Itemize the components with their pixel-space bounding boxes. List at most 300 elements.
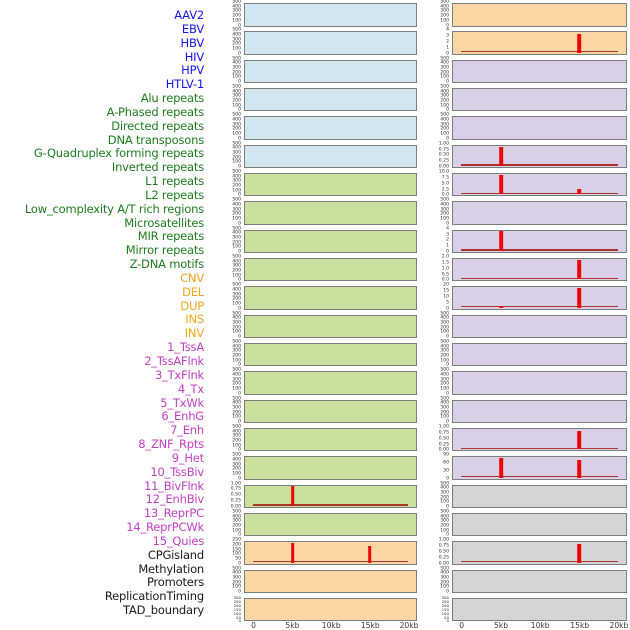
y-axis-ticks [209, 537, 242, 567]
x-tick-label: 5kb [285, 620, 300, 630]
y-tick-label: 500 [440, 84, 449, 90]
track-label: 3_TxFlnk [154, 367, 204, 382]
y-axis-ticks [209, 566, 242, 595]
y-tick-label: 400 [232, 401, 241, 406]
track-panel [452, 201, 627, 225]
y-tick-label: 100 [232, 160, 241, 166]
y-axis-ticks [417, 28, 450, 57]
y-tick-label: 500 [232, 169, 241, 175]
y-axis-ticks [417, 226, 450, 255]
y-tick-label: 0 [238, 419, 241, 425]
y-tick-label: 300 [441, 594, 449, 600]
y-tick-label: 300 [232, 264, 241, 270]
track-panel [244, 230, 417, 254]
signal-baseline [461, 51, 618, 53]
y-tick-label: 100 [440, 415, 449, 421]
y-tick-label: 500 [440, 198, 449, 203]
y-tick-label: 400 [440, 61, 449, 67]
y-axis-ticks [417, 424, 450, 454]
y-tick-label: 0.0 [441, 278, 449, 284]
y-tick-label: 0 [446, 589, 449, 595]
y-tick-label: 0 [238, 618, 241, 624]
y-tick-label: 0 [446, 249, 449, 255]
y-tick-label: 400 [232, 117, 241, 123]
y-tick-label: 200 [440, 70, 449, 76]
track-label-list [0, 9, 204, 621]
x-tick-label: 20kb [609, 620, 629, 630]
y-tick-label: 400 [440, 89, 449, 95]
signal-baseline [461, 476, 618, 478]
y-tick-label: 100 [232, 585, 241, 591]
track-panel [452, 570, 627, 594]
track-panel [452, 173, 627, 197]
y-tick-label: 300 [232, 207, 241, 213]
y-tick-label: 300 [232, 94, 241, 100]
y-tick-label: 0.75 [438, 147, 449, 153]
track-label: Promoters [147, 575, 204, 590]
y-tick-label: 0.50 [438, 436, 449, 442]
y-tick-label: 0.25 [438, 555, 449, 561]
y-tick-label: 400 [232, 146, 241, 152]
y-tick-label: 500 [232, 311, 241, 317]
y-tick-label: 150 [441, 606, 449, 612]
track-label: 11_BivFlnk [143, 478, 204, 493]
y-tick-label: 250 [232, 537, 241, 543]
y-tick-label: 400 [440, 117, 449, 123]
y-tick-label: 2.0 [441, 254, 449, 260]
y-axis-ticks [417, 339, 450, 369]
track-panel [452, 598, 627, 622]
y-tick-label: 200 [440, 382, 449, 388]
y-tick-label: 100 [232, 330, 241, 336]
track-label: DEL [182, 284, 204, 299]
y-tick-label: 300 [232, 65, 241, 71]
track-label: AAV2 [174, 8, 204, 22]
track-panel [244, 3, 417, 27]
y-tick-label: 100 [232, 386, 241, 392]
y-tick-label: 0 [446, 51, 449, 57]
y-tick-label: 400 [440, 401, 449, 406]
track-panel [452, 315, 627, 339]
y-tick-label: 400 [232, 570, 241, 576]
y-tick-label: 10 [443, 294, 449, 300]
y-tick-label: 0 [238, 391, 241, 397]
y-tick-label: 100 [440, 330, 449, 336]
signal-spike [577, 260, 581, 280]
y-tick-label: 100 [440, 386, 449, 392]
y-tick-label: 0 [238, 363, 241, 369]
y-tick-label: 200 [232, 297, 241, 303]
y-tick-label: 0 [446, 476, 449, 482]
y-tick-label: 200 [440, 495, 449, 501]
y-tick-label: 200 [232, 98, 241, 104]
y-axis-ticks [417, 566, 450, 595]
signal-baseline [253, 504, 408, 506]
y-tick-label: 500 [440, 396, 449, 402]
y-tick-label: 0 [238, 561, 241, 567]
track-label: 13_ReprPC [143, 506, 204, 521]
y-axis-ticks [209, 311, 242, 340]
y-tick-label: 200 [440, 410, 449, 416]
y-tick-label: 100 [232, 131, 241, 137]
y-axis-ticks [209, 254, 242, 284]
y-tick-label: 300 [232, 292, 241, 298]
y-tick-label: 500 [440, 509, 449, 515]
y-tick-label: 400 [440, 344, 449, 350]
track-panel [244, 258, 417, 282]
track-label: 14_ReprPCWk [126, 520, 204, 535]
track-panel [244, 485, 417, 509]
y-tick-label: 0 [446, 618, 449, 624]
y-tick-label: 100 [440, 216, 449, 222]
y-tick-label: 0.50 [230, 493, 241, 499]
track-label: 4_Tx [177, 381, 204, 396]
x-tick-label: 10kb [530, 620, 550, 630]
track-panel [244, 371, 417, 395]
y-tick-label: 150 [233, 606, 241, 612]
y-tick-label: 500 [232, 424, 241, 430]
track-label: L1 repeats [145, 174, 204, 189]
x-axis-right-column [452, 621, 627, 630]
track-panel [452, 541, 627, 565]
y-tick-label: 200 [232, 382, 241, 388]
track-label: L2 repeats [145, 187, 204, 202]
y-tick-label: 1 [446, 45, 449, 51]
y-tick-label: 2 [446, 39, 449, 45]
y-tick-label: 400 [232, 287, 241, 293]
track-label: EBV [181, 21, 204, 36]
y-tick-label: 200 [232, 353, 241, 359]
y-tick-label: 400 [232, 457, 241, 463]
track-panel [244, 456, 417, 480]
y-axis-ticks [209, 481, 242, 510]
track-label: Low_complexity A/T rich regions [24, 201, 204, 216]
y-tick-label: 10.0 [438, 169, 449, 175]
y-axis-ticks [417, 452, 450, 482]
track-panel [244, 343, 417, 367]
y-axis-ticks [417, 537, 450, 567]
y-tick-label: 200 [232, 542, 241, 548]
track-label: INV [184, 326, 204, 341]
track-panel [452, 60, 627, 84]
y-tick-label: 0.00 [438, 448, 449, 454]
y-tick-label: 200 [232, 325, 241, 331]
y-tick-label: 200 [441, 602, 449, 608]
y-tick-label: 400 [440, 316, 449, 322]
y-tick-label: 0.5 [441, 272, 449, 278]
signal-spike [291, 486, 295, 506]
y-tick-label: 0 [238, 164, 241, 170]
y-tick-label: 500 [232, 566, 241, 572]
y-tick-label: 500 [232, 141, 241, 147]
y-tick-label: 200 [232, 438, 241, 444]
y-tick-label: 400 [232, 202, 241, 208]
y-tick-label: 100 [440, 18, 449, 24]
y-tick-label: 400 [232, 259, 241, 265]
track-label: HTLV-1 [165, 77, 204, 92]
track-label: A-Phased repeats [106, 104, 204, 119]
y-tick-label: 300 [232, 405, 241, 411]
y-tick-label: 300 [440, 94, 449, 100]
y-tick-label: 400 [440, 202, 449, 208]
y-axis-ticks [209, 198, 242, 227]
y-tick-label: 2 [446, 238, 449, 244]
y-axis-ticks [209, 396, 242, 425]
x-tick-label: 15kb [360, 620, 380, 630]
y-tick-label: 1.00 [438, 141, 449, 147]
track-panel [452, 343, 627, 367]
y-tick-label: 0 [446, 391, 449, 397]
y-tick-label: 300 [232, 150, 241, 156]
y-tick-label: 0 [238, 448, 241, 454]
signal-spike [500, 306, 504, 308]
y-axis-ticks [209, 367, 242, 397]
y-tick-label: 400 [232, 174, 241, 180]
y-tick-label: 300 [233, 594, 241, 600]
track-label: 2_TssAFlnk [144, 354, 204, 368]
signal-baseline [253, 561, 408, 563]
y-tick-label: 300 [440, 377, 449, 383]
y-axis-ticks [417, 141, 450, 170]
y-tick-label: 100 [440, 103, 449, 109]
signal-spike [368, 546, 372, 563]
y-tick-label: 0.00 [438, 164, 449, 170]
y-tick-label: 1.00 [230, 481, 241, 487]
y-tick-label: 0 [238, 589, 241, 595]
y-axis-ticks [209, 509, 242, 539]
y-tick-label: 50 [236, 614, 241, 620]
y-tick-label: 500 [440, 113, 449, 119]
track-panel [244, 31, 417, 55]
signal-spike [500, 175, 504, 195]
y-tick-label: 300 [232, 37, 241, 43]
y-tick-label: 0.75 [230, 487, 241, 493]
y-tick-label: 0 [446, 79, 449, 85]
y-tick-label: 250 [233, 598, 241, 604]
y-tick-label: 1.00 [438, 424, 449, 430]
y-tick-label: 1 [446, 243, 449, 249]
y-tick-label: 200 [232, 212, 241, 218]
y-axis-ticks [209, 56, 242, 85]
y-tick-label: 300 [232, 434, 241, 440]
track-label: Alu repeats [140, 91, 204, 106]
y-tick-label: 100 [232, 245, 241, 251]
y-tick-label: 300 [440, 519, 449, 525]
y-tick-label: 500 [232, 254, 241, 260]
y-tick-label: 500 [232, 396, 241, 402]
y-tick-label: 100 [232, 46, 241, 52]
y-tick-label: 20 [443, 283, 449, 288]
y-tick-label: 200 [440, 127, 449, 133]
y-tick-label: 0.25 [230, 498, 241, 504]
y-tick-label: 400 [440, 4, 449, 10]
y-tick-label: 100 [232, 188, 241, 194]
y-tick-label: 250 [441, 598, 449, 604]
y-tick-label: 100 [232, 552, 241, 558]
track-panel [452, 428, 627, 452]
y-axis-ticks [417, 169, 450, 199]
y-tick-label: 500 [232, 452, 241, 458]
y-tick-label: 90 [443, 452, 449, 458]
y-tick-label: 500 [232, 226, 241, 232]
y-tick-label: 1.5 [441, 260, 449, 266]
y-tick-label: 200 [232, 580, 241, 586]
track-label: DUP [180, 298, 204, 313]
track-panel [452, 3, 627, 27]
y-tick-label: 300 [440, 405, 449, 411]
y-tick-label: 0 [238, 306, 241, 312]
y-tick-label: 400 [440, 570, 449, 576]
y-axis-ticks [209, 424, 242, 454]
y-tick-label: 100 [440, 585, 449, 591]
track-label: 10_TssBiv [150, 464, 204, 479]
y-tick-label: 100 [232, 273, 241, 279]
track-label: 1_TssA [167, 340, 204, 355]
y-tick-label: 500 [232, 113, 241, 119]
track-label: Mirror repeats [125, 243, 204, 258]
y-tick-label: 400 [232, 89, 241, 95]
y-tick-label: 0 [446, 533, 449, 539]
y-tick-label: 300 [232, 349, 241, 355]
y-tick-label: 200 [232, 13, 241, 19]
y-tick-label: 0 [238, 108, 241, 114]
y-axis-ticks [209, 283, 242, 312]
track-panel [244, 400, 417, 424]
y-tick-label: 15 [443, 288, 449, 294]
y-tick-label: 200 [440, 353, 449, 359]
y-tick-label: 1.00 [438, 537, 449, 543]
y-axis-ticks [417, 84, 450, 114]
y-tick-label: 500 [232, 339, 241, 345]
track-panel [244, 315, 417, 339]
y-tick-label: 0 [446, 136, 449, 142]
track-panel [452, 456, 627, 480]
y-tick-label: 500 [232, 367, 241, 373]
y-tick-label: 50 [235, 556, 241, 562]
track-panel [452, 286, 627, 310]
y-axis-ticks [417, 113, 450, 142]
y-tick-label: 200 [232, 523, 241, 529]
y-tick-label: 2.5 [441, 187, 449, 193]
y-tick-label: 0 [446, 23, 449, 29]
track-label: 6_EnhG [161, 409, 204, 424]
x-tick-label: 10kb [321, 620, 341, 630]
track-panel [452, 485, 627, 509]
y-tick-label: 0 [238, 23, 241, 29]
track-panel [244, 428, 417, 452]
signal-spike [500, 147, 504, 166]
y-tick-label: 200 [440, 325, 449, 331]
track-label: Z-DNA motifs [129, 257, 204, 272]
y-axis-ticks [417, 56, 450, 85]
y-tick-label: 300 [232, 462, 241, 468]
y-axis-ticks [209, 0, 242, 29]
signal-spike [577, 288, 581, 308]
y-tick-label: 150 [232, 547, 241, 553]
y-tick-label: 200 [440, 212, 449, 218]
signal-spike [577, 431, 581, 450]
signal-baseline [461, 278, 618, 280]
y-tick-label: 0 [446, 334, 449, 340]
track-panel [244, 60, 417, 84]
y-tick-label: 0 [238, 51, 241, 57]
signal-baseline [461, 448, 618, 450]
y-tick-label: 0.00 [438, 561, 449, 567]
track-panel [452, 258, 627, 282]
track-label: Methylation [138, 561, 204, 576]
y-tick-label: 400 [232, 61, 241, 67]
track-label: CPGisland [147, 547, 204, 562]
y-tick-label: 400 [232, 429, 241, 435]
y-tick-label: 100 [440, 131, 449, 137]
y-tick-label: 300 [232, 320, 241, 326]
track-label: 9_Het [171, 450, 204, 465]
y-tick-label: 400 [232, 344, 241, 350]
y-tick-label: 300 [440, 575, 449, 581]
y-tick-label: 100 [232, 528, 241, 534]
y-tick-label: 500 [440, 481, 449, 487]
track-label: DNA transposons [107, 132, 204, 147]
y-tick-label: 400 [232, 514, 241, 520]
track-panel [244, 286, 417, 310]
y-tick-label: 0.25 [438, 442, 449, 448]
y-axis-ticks [417, 254, 450, 284]
y-tick-label: 0.50 [438, 153, 449, 159]
y-tick-label: 3 [446, 232, 449, 238]
track-panel [452, 116, 627, 140]
track-label: ReplicationTiming [104, 589, 204, 604]
y-tick-label: 300 [440, 207, 449, 213]
signal-baseline [461, 561, 618, 563]
y-tick-label: 3 [446, 33, 449, 39]
y-tick-label: 0.50 [438, 549, 449, 555]
y-tick-label: 400 [440, 486, 449, 491]
track-panel [244, 201, 417, 225]
track-panel [452, 31, 627, 55]
y-tick-label: 0 [446, 504, 449, 510]
track-panel [452, 400, 627, 424]
y-tick-label: 100 [441, 610, 449, 616]
y-tick-label: 100 [232, 415, 241, 421]
y-axis-ticks [417, 0, 450, 29]
y-axis-ticks [417, 509, 450, 539]
y-tick-label: 30 [443, 468, 449, 474]
y-tick-label: 0 [238, 221, 241, 227]
y-tick-label: 0.0 [441, 193, 449, 199]
y-tick-label: 0 [238, 334, 241, 340]
y-tick-label: 200 [440, 98, 449, 104]
track-label: G-Quadruplex forming repeats [33, 146, 204, 161]
track-label: Directed repeats [111, 118, 204, 133]
track-label: 8_ZNF_Rpts [138, 437, 204, 452]
track-panel [244, 541, 417, 565]
track-label: INS [185, 312, 204, 327]
y-tick-label: 0 [238, 278, 241, 284]
y-tick-label: 400 [232, 231, 241, 237]
signal-baseline [461, 249, 618, 251]
y-tick-label: 100 [233, 610, 241, 616]
y-axis-ticks [417, 198, 450, 227]
track-panel [452, 145, 627, 169]
track-label: TAD_boundary [123, 603, 204, 618]
y-tick-label: 0.75 [438, 543, 449, 549]
signal-spike [577, 189, 581, 194]
x-tick-label: 5kb [493, 620, 509, 630]
y-tick-label: 300 [440, 349, 449, 355]
y-tick-label: 500 [232, 509, 241, 515]
y-axis-ticks [209, 141, 242, 170]
y-tick-label: 300 [440, 490, 449, 496]
